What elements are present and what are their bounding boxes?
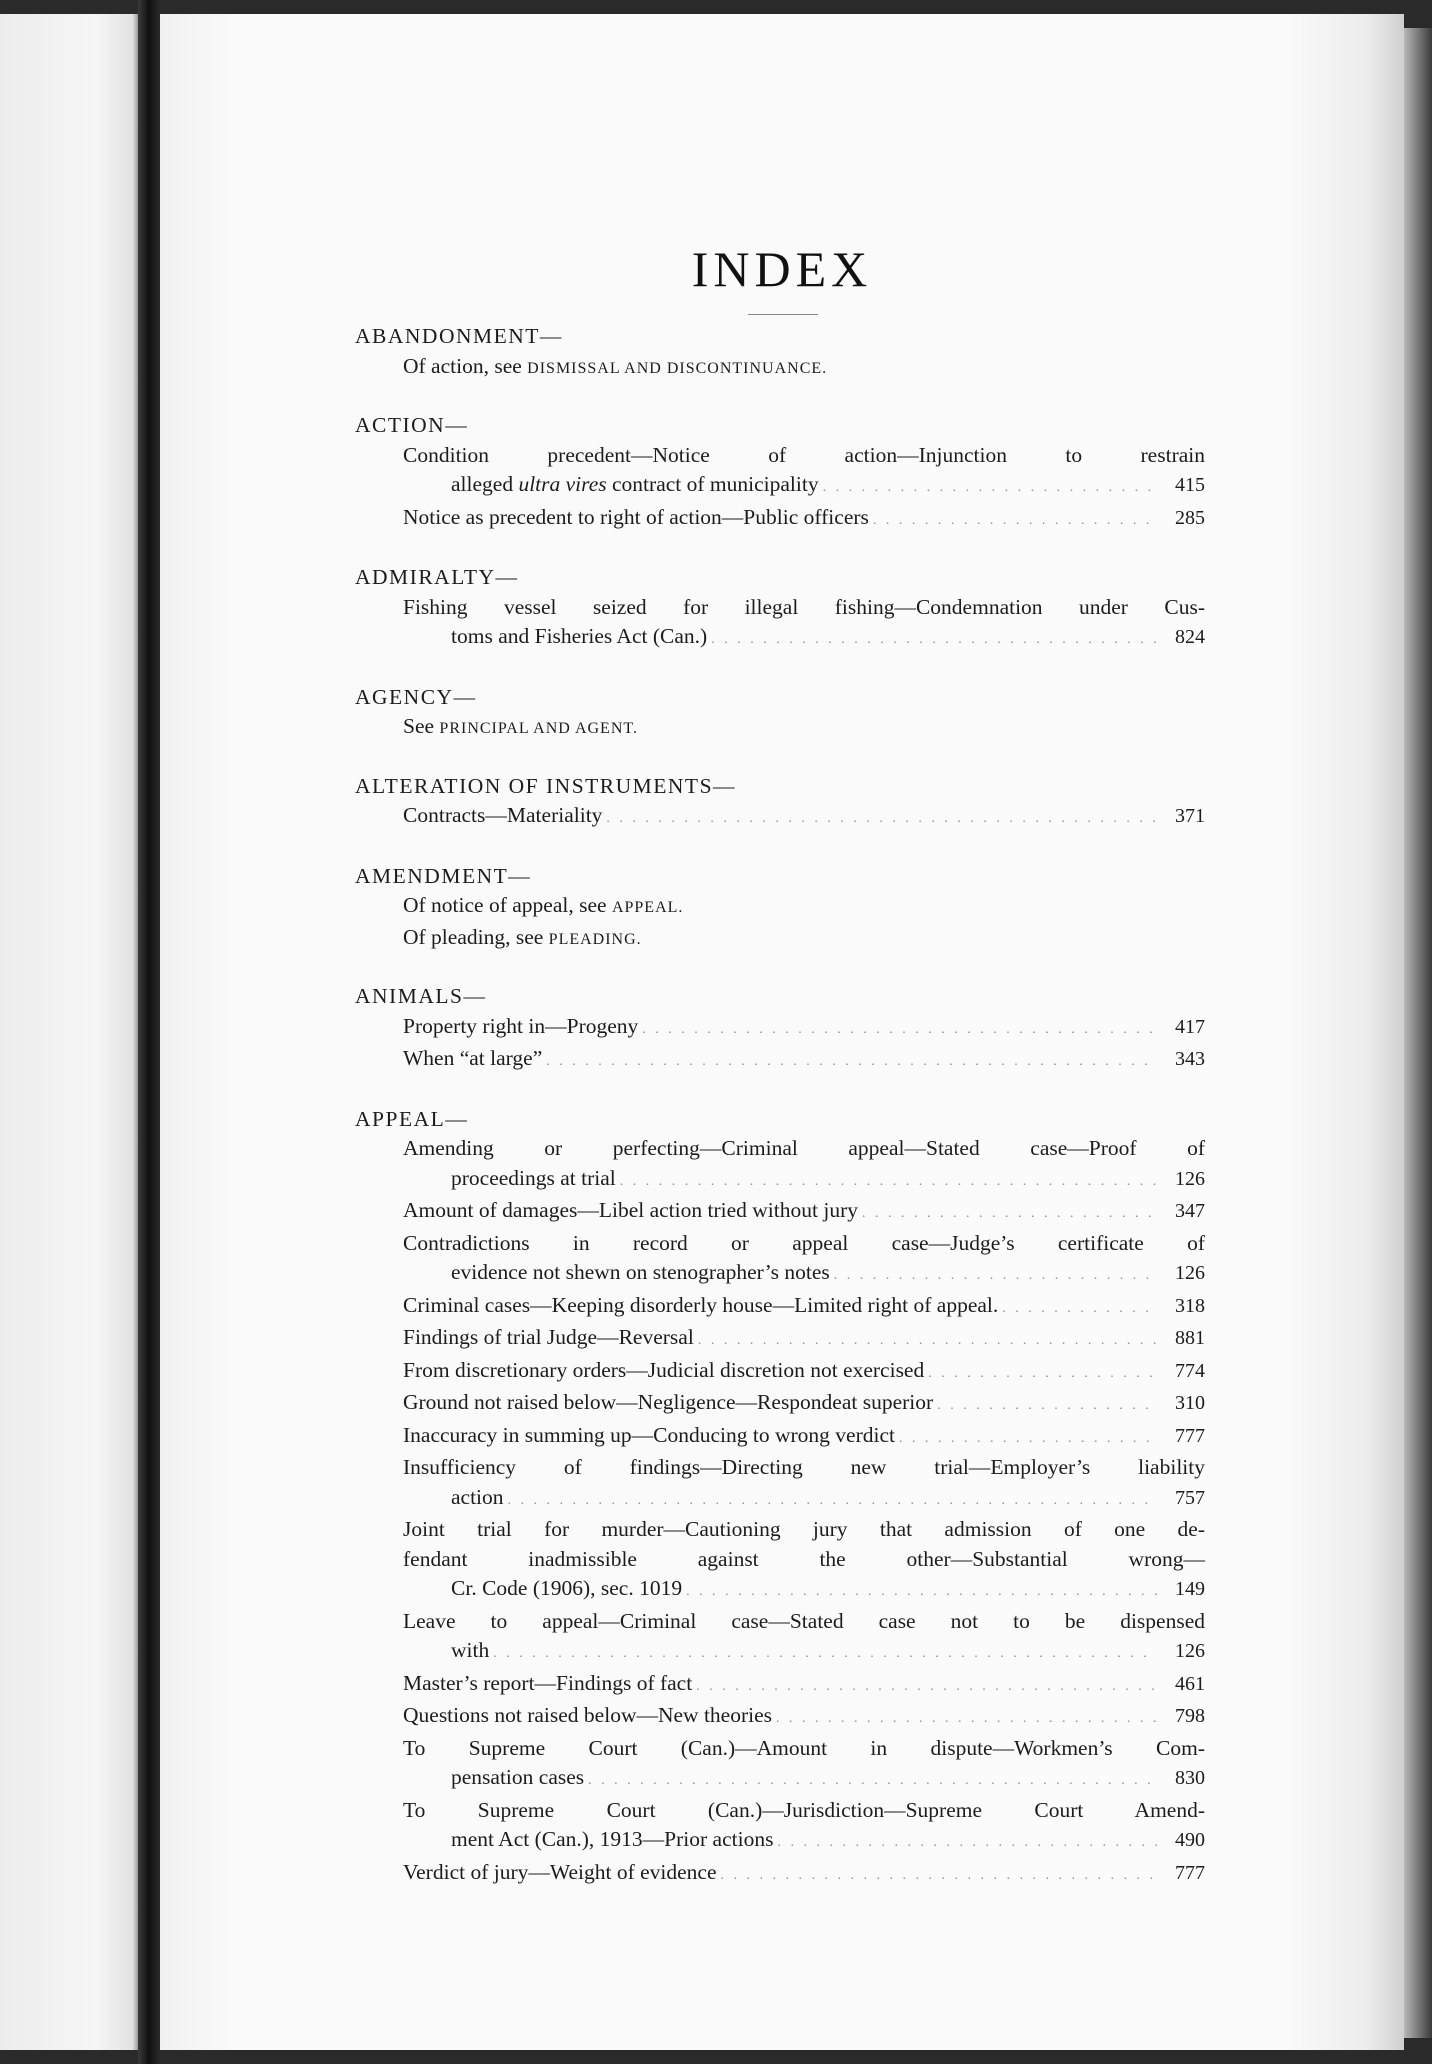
page-number[interactable]: 798 [1175,1705,1205,1727]
index-entry [355,982,1205,1077]
item-last-line [355,1196,1205,1229]
item-line [355,1545,1205,1575]
page-number[interactable]: 318 [1175,1294,1205,1317]
item-text: ment Act (Can.), 1913—Prior actions [451,1827,774,1851]
item-last-line [355,622,1205,655]
index-item [355,1734,1205,1796]
item-text: Amount of damages—Libel action tried without jury [403,1198,858,1222]
entry-heading: ADMIRALTY— [355,565,519,589]
page-number[interactable]: 777 [1175,1424,1205,1447]
item-line-text: Fishing vessel seized for illegal fishing—Condemnation under Cus- [403,594,1205,619]
item-text-part: alleged [451,472,519,496]
item-line-text: Insufficiency of findings—Directing new trial—Employer’s liability [403,1455,1205,1479]
item-text: proceedings at trial [451,1165,616,1190]
item-last-line [355,1012,1205,1045]
page-number[interactable]: 774 [1175,1359,1205,1382]
item-last-line [355,1388,1205,1421]
leader-dots [928,1359,1157,1389]
item-last-line [355,1356,1205,1389]
page-number[interactable]: 126 [1175,1262,1205,1284]
index-item [355,1453,1205,1515]
facing-page [0,14,138,2050]
item-text: Cr. Code (1906), sec. 1019 [451,1576,683,1600]
item-text: evidence not shewn on stenographer’s notes [451,1260,830,1284]
leader-dots [1002,1294,1157,1324]
entry-heading: AGENCY— [355,684,477,709]
index-item [355,1388,1205,1421]
page-number[interactable]: 824 [1175,626,1205,648]
item-text: Contracts—Materiality [403,803,603,827]
item-line-text: Leave to appeal—Criminal case—Stated case not to be dispensed [403,1608,1205,1633]
title-rule [748,314,818,315]
cross-reference [355,891,1205,923]
index-entry [355,683,1205,744]
index-item [355,1796,1205,1858]
item-text: pensation cases [451,1765,585,1789]
entry-heading: ANIMALS— [355,984,487,1008]
item-line [355,1229,1205,1259]
page-edge [1404,28,1432,2038]
index-entry [355,1105,1205,1891]
index-entry [355,563,1205,655]
item-text-part: contract of municipality [606,472,819,496]
item-line-text: Condition precedent—Notice of action—Injunction to restrain [403,442,1205,467]
item-text: with [451,1638,490,1662]
item-line [355,1453,1205,1483]
item-line [355,1734,1205,1764]
page-number[interactable]: 777 [1175,1861,1205,1884]
cross-reference-text: Of action, see [403,353,528,378]
index-item [355,593,1205,655]
item-last-line [355,1763,1205,1796]
cross-reference [355,923,1205,955]
item-last-line [355,1825,1205,1858]
page-number[interactable]: 285 [1175,506,1205,529]
entry-heading: ABANDONMENT— [355,324,563,348]
index-list [355,322,1205,1918]
index-item [355,1229,1205,1291]
entry-heading: AMENDMENT— [355,863,532,888]
item-last-line [355,1291,1205,1324]
item-text: Ground not raised below—Negligence—Respondeat superior [403,1390,934,1414]
leader-dots [686,1577,1157,1607]
item-last-line [355,1258,1205,1291]
item-line [355,1134,1205,1164]
index-item [355,1196,1205,1229]
entry-heading: ALTERATION OF INSTRUMENTS— [355,773,737,798]
page-number[interactable]: 490 [1175,1829,1205,1851]
page-number[interactable]: 371 [1175,805,1205,827]
item-text: Notice as precedent to right of action—Public officers [403,504,869,529]
leader-dots [508,1486,1157,1516]
item-last-line [355,470,1205,503]
item-line [355,593,1205,623]
item-last-line [355,801,1205,834]
cross-reference-target[interactable]: APPEAL. [611,899,684,916]
page-number[interactable]: 830 [1175,1767,1205,1789]
cross-reference-text: Of notice of appeal, see [403,893,607,917]
item-last-line [355,1669,1205,1702]
page-number[interactable]: 126 [1175,1167,1205,1190]
entry-heading: ACTION— [355,413,469,437]
leader-dots [698,1326,1157,1356]
item-text: Property right in—Progeny [403,1013,639,1038]
index-entry [355,862,1205,955]
index-item [355,1291,1205,1324]
book-gutter [138,0,160,2064]
item-last-line [355,1323,1205,1356]
item-last-line [355,503,1205,536]
leader-dots [873,506,1157,536]
cross-reference-text: Of pleading, see [403,924,544,949]
page-number[interactable]: 417 [1175,1015,1205,1038]
page-number[interactable]: 461 [1175,1672,1205,1695]
leader-dots [546,1047,1157,1077]
item-line [355,441,1205,471]
item-text: action [451,1484,504,1509]
item-text: From discretionary orders—Judicial discretion not exercised [403,1357,925,1382]
item-line [355,1515,1205,1545]
index-entry [355,322,1205,383]
index-item [355,1134,1205,1196]
page-number[interactable]: 347 [1175,1200,1205,1222]
leader-dots [776,1704,1157,1734]
index-item [355,503,1205,536]
entry-heading: APPEAL— [355,1106,469,1131]
index-item [355,801,1205,834]
item-last-line [355,1044,1205,1077]
cross-reference-target[interactable]: PRINCIPAL AND AGENT. [439,720,638,737]
item-line-text: fendant inadmissible against the other—Substantial wrong— [403,1546,1205,1571]
item-last-line [355,1164,1205,1197]
item-line-text: To Supreme Court (Can.)—Jurisdiction—Supreme Court Amend- [403,1797,1205,1822]
leader-dots [696,1672,1157,1702]
item-text: Questions not raised below—New theories [403,1703,773,1727]
item-line-text: Contradictions in record or appeal case—Judge’s certificate of [403,1230,1205,1255]
item-text-italic: ultra vires [518,472,607,496]
item-text: Criminal cases—Keeping disorderly house—Limited right of appeal. [403,1292,999,1317]
page-number[interactable]: 149 [1175,1578,1205,1600]
page-number[interactable]: 310 [1175,1392,1205,1414]
item-text: When “at large” [403,1046,543,1070]
leader-dots [862,1199,1157,1229]
index-entry [355,772,1205,834]
index-item [355,1701,1205,1734]
index-item [355,1858,1205,1891]
leader-dots [620,1167,1157,1197]
leader-dots [721,1861,1158,1891]
cross-reference-target[interactable]: DISMISSAL AND DISCONTINUANCE. [527,359,828,377]
index-entry [355,411,1205,535]
item-text [451,470,819,500]
page-number[interactable]: 126 [1175,1640,1205,1662]
item-text: Inaccuracy in summing up—Conducing to wrong verdict [403,1422,896,1447]
cross-reference-text: See [403,714,440,738]
item-line-text: Amending or perfecting—Criminal appeal—Stated case—Proof of [403,1136,1205,1160]
cross-reference [355,352,1205,384]
item-last-line [355,1701,1205,1734]
item-line-text: Joint trial for murder—Cautioning jury that admission of one de- [403,1517,1205,1541]
item-line [355,1796,1205,1826]
index-item [355,441,1205,503]
leader-dots [777,1828,1157,1858]
index-item [355,1044,1205,1077]
item-text: Master’s report—Findings of fact [403,1670,693,1695]
leader-dots [588,1766,1157,1796]
leader-dots [493,1639,1157,1669]
leader-dots [899,1424,1157,1454]
leader-dots [834,1261,1157,1291]
item-last-line [355,1858,1205,1891]
leader-dots [606,804,1157,834]
page-number[interactable]: 881 [1175,1327,1205,1349]
item-text: Findings of trial Judge—Reversal [403,1325,694,1349]
item-text: toms and Fisheries Act (Can.) [451,624,708,648]
item-last-line [355,1636,1205,1669]
page-title: INDEX [691,241,873,297]
index-item [355,1323,1205,1356]
item-last-line [355,1483,1205,1516]
index-item [355,1012,1205,1045]
leader-dots [823,473,1157,503]
index-item [355,1421,1205,1454]
index-item [355,1515,1205,1607]
index-item [355,1669,1205,1702]
leader-dots [937,1391,1157,1421]
index-item [355,1356,1205,1389]
leader-dots [642,1015,1157,1045]
index-item [355,1607,1205,1669]
item-last-line [355,1574,1205,1607]
item-last-line [355,1421,1205,1454]
cross-reference [355,712,1205,744]
cross-reference-target[interactable]: PLEADING. [548,930,642,948]
page-number[interactable]: 415 [1175,474,1205,496]
leader-dots [711,625,1157,655]
page-number[interactable]: 757 [1175,1486,1205,1509]
page-number[interactable]: 343 [1175,1048,1205,1070]
item-line-text: To Supreme Court (Can.)—Amount in dispute—Workmen’s Com- [403,1735,1205,1760]
item-text: Verdict of jury—Weight of evidence [403,1859,717,1884]
item-line [355,1607,1205,1637]
